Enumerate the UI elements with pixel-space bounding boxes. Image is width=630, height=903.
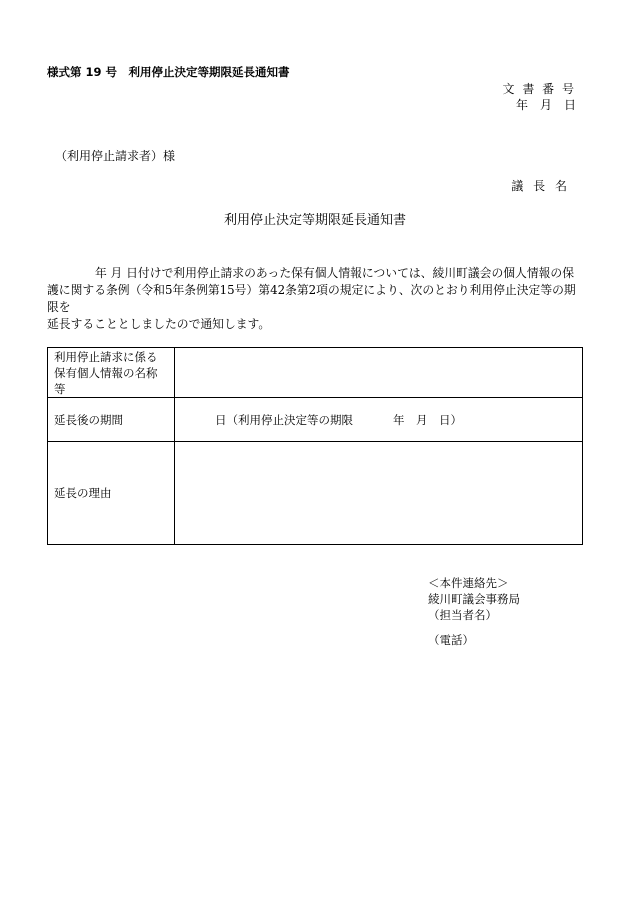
document-title: 利用停止決定等期限延長通知書 <box>223 213 406 228</box>
info-name-value[interactable] <box>175 348 583 398</box>
reason-label: 延長の理由 <box>48 442 175 545</box>
document-date: 年 月 日 <box>515 98 576 112</box>
info-name-label-line-2: 保有個人情報の名称 <box>54 365 158 380</box>
sender-name: 議 長 名 <box>511 179 570 193</box>
reason-value[interactable] <box>175 442 583 545</box>
info-name-label-line-3: 等 <box>54 381 66 396</box>
period-day: 日（利用停止決定等の期限 <box>215 412 353 427</box>
document-number: 文 書 番 号 <box>502 82 576 96</box>
contact-phone: （電話） <box>428 633 474 647</box>
body-text <box>47 265 587 333</box>
addressee: （利用停止請求者）様 <box>55 149 176 163</box>
contact-info <box>428 575 520 648</box>
body-line-1: 年 月 日付けで利用停止請求のあった保有個人情報については、綾川町議会の個人情報の保 <box>95 266 575 280</box>
info-name-label-line-1: 利用停止請求に係る <box>54 349 158 364</box>
info-name-label <box>48 348 175 398</box>
info-table <box>47 347 583 545</box>
form-number: 様式第 19 号 利用停止決定等期限延長通知書 <box>47 65 290 79</box>
period-label: 延長後の期間 <box>48 398 175 442</box>
contact-heading: ＜本件連絡先＞ <box>428 576 509 590</box>
contact-person: （担当者名） <box>428 608 497 622</box>
table-row <box>48 442 583 545</box>
period-deadline: 年 月 日） <box>393 412 462 427</box>
contact-office: 綾川町議会事務局 <box>428 592 520 606</box>
table-row <box>48 348 583 398</box>
body-line-3: 延長することとしましたので通知します。 <box>47 317 271 331</box>
table-row <box>48 398 583 442</box>
body-line-2: 護に関する条例（令和5年条例第15号）第42条第2項の規定により、次のとおり利用停止決定等の期限を <box>47 283 576 314</box>
period-value[interactable] <box>175 398 583 442</box>
